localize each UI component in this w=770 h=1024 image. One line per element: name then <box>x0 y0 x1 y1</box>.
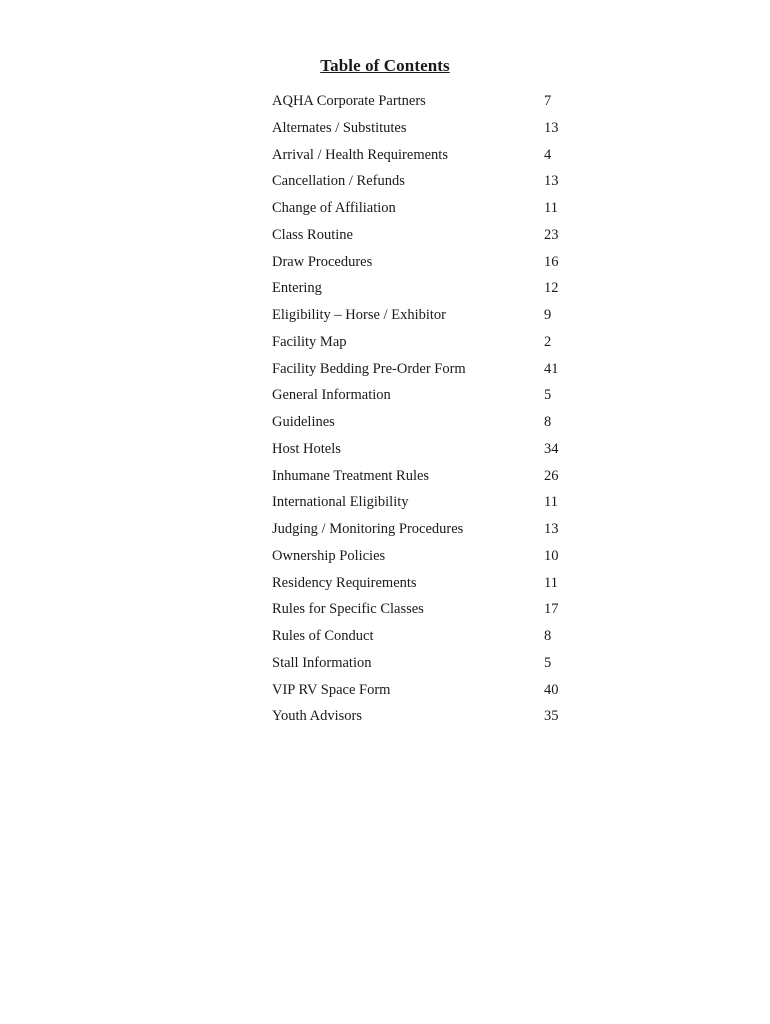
toc-entry-label: International Eligibility <box>272 494 409 511</box>
toc-entry-label: Alternates / Substitutes <box>272 119 407 136</box>
toc-entry-page: 11 <box>544 494 558 511</box>
toc-entry <box>272 652 592 679</box>
toc-entry-page: 11 <box>544 574 558 591</box>
toc-entry-label: Inhumane Treatment Rules <box>272 467 430 484</box>
toc-entry-label: Entering <box>272 280 322 297</box>
toc-entry <box>272 679 592 706</box>
toc-entry <box>272 197 592 224</box>
toc-entry-page: 5 <box>544 387 552 404</box>
toc-entry-label: Rules of Conduct <box>272 628 374 644</box>
toc-entry-page: 40 <box>544 681 559 698</box>
toc-entry-label: Judging / Monitoring Procedures <box>272 521 464 537</box>
toc-entry <box>272 465 592 492</box>
toc-entry-label: Class Routine <box>272 226 353 243</box>
toc-entry <box>272 491 592 518</box>
toc-entry-page: 10 <box>544 547 559 564</box>
toc-entry <box>272 384 592 411</box>
toc-entry-label: Host Hotels <box>272 440 341 457</box>
toc-entry-page: 8 <box>544 628 552 644</box>
toc-entry-page: 34 <box>544 440 559 457</box>
toc-entry <box>272 251 592 278</box>
toc-entry-page: 4 <box>544 146 552 163</box>
toc-entry-label: Residency Requirements <box>272 574 417 591</box>
toc-entry-label: AQHA Corporate Partners <box>272 93 426 109</box>
toc-entry <box>272 358 592 385</box>
toc-entry <box>272 277 592 304</box>
toc-entry-label: Eligibility – Horse / Exhibitor <box>272 307 446 323</box>
toc-entry-page: 9 <box>544 307 552 323</box>
toc-entry <box>272 545 592 572</box>
toc-entry <box>272 331 592 358</box>
toc-entry-label: Guidelines <box>272 414 335 430</box>
toc-entry-page: 12 <box>544 280 559 297</box>
toc-entry-label: Stall Information <box>272 654 372 671</box>
toc-entry-label: Change of Affiliation <box>272 200 396 216</box>
toc-entry-page: 17 <box>544 601 559 618</box>
toc-entry <box>272 598 592 625</box>
toc-entry-label: General Information <box>272 387 391 404</box>
toc-entry-page: 26 <box>544 467 559 484</box>
toc-entry <box>272 170 592 197</box>
toc-entry-page: 13 <box>544 119 559 136</box>
toc-entry-page: 8 <box>544 414 552 430</box>
toc-entry <box>272 438 592 465</box>
toc-entry-page: 11 <box>544 200 558 216</box>
toc-entry-page: 5 <box>544 654 552 671</box>
page-title: Table of Contents <box>320 56 450 75</box>
toc-entry <box>272 144 592 171</box>
toc-entry <box>272 304 592 331</box>
toc-entry <box>272 411 592 438</box>
toc-entry <box>272 117 592 144</box>
toc-entry <box>272 518 592 545</box>
toc-entry-page: 23 <box>544 226 559 243</box>
toc-entry-label: Facility Bedding Pre-Order Form <box>272 360 466 377</box>
toc-entry-page: 2 <box>544 333 552 350</box>
toc-entry-page: 13 <box>544 521 559 537</box>
toc-entry-label: Cancellation / Refunds <box>272 173 405 190</box>
toc-entry-page: 35 <box>544 708 559 725</box>
toc-entry-label: Draw Procedures <box>272 253 373 270</box>
toc-entry-page: 16 <box>544 253 559 270</box>
toc-entry-page: 7 <box>544 93 552 109</box>
toc-entry <box>272 572 592 599</box>
toc-entry-label: Ownership Policies <box>272 547 386 564</box>
toc-entry-label: Facility Map <box>272 333 347 350</box>
toc-list <box>272 90 592 732</box>
toc-entry-label: Youth Advisors <box>272 708 362 725</box>
toc-entry <box>272 705 592 732</box>
toc-entry <box>272 90 592 117</box>
toc-entry <box>272 625 592 652</box>
toc-entry-label: Rules for Specific Classes <box>272 601 424 618</box>
toc-entry-page: 41 <box>544 360 559 377</box>
toc-entry-label: VIP RV Space Form <box>272 681 391 698</box>
toc-entry-label: Arrival / Health Requirements <box>272 146 448 163</box>
toc-entry <box>272 224 592 251</box>
toc-entry-page: 13 <box>544 173 559 190</box>
